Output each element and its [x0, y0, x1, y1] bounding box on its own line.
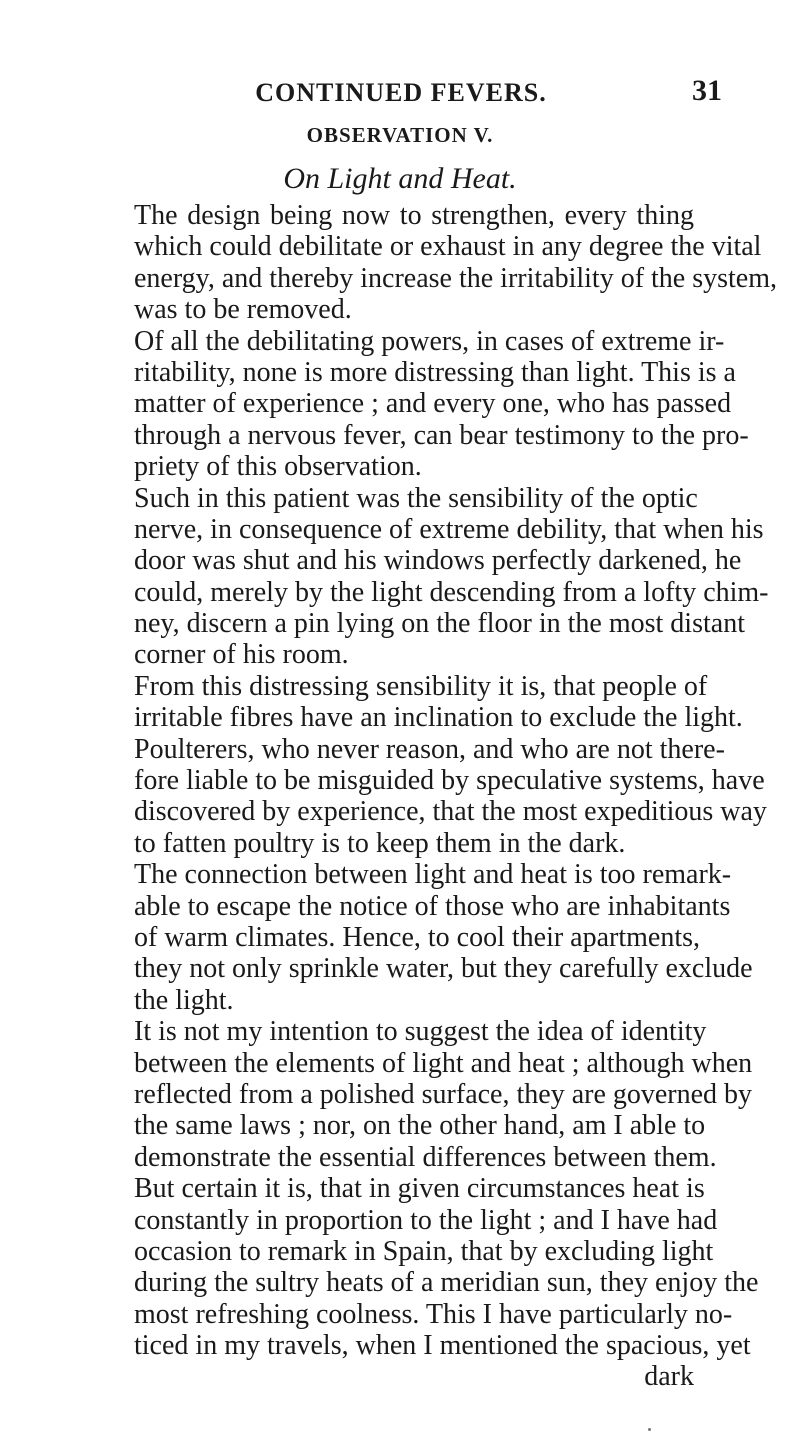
text-line: to fatten poultry is to keep them in the dark. [134, 827, 626, 859]
running-head: CONTINUED FEVERS. [255, 78, 547, 107]
text-line: during the sultry heats of a meridian sun, they enjoy the [134, 1267, 759, 1299]
text-line: irritable fibres have an inclination to exclude the light. [134, 702, 743, 734]
catchword: dark [644, 1361, 694, 1393]
text-line: most refreshing coolness. This I have particularly no- [134, 1298, 733, 1330]
text-line: priety of this observation. [134, 451, 422, 483]
body-text [134, 200, 778, 1393]
text-line: occasion to remark in Spain, that by excluding light [134, 1235, 714, 1267]
text-line: was to be removed. [134, 294, 352, 326]
text-line: ticed in my travels, when I mentioned the spacious, yet [134, 1330, 751, 1362]
text-line: reflected from a polished surface, they are governed by [134, 1078, 753, 1110]
text-line: From this distressing sensibility it is, that people of [134, 670, 708, 702]
page-number: 31 [692, 74, 722, 107]
text-line: fore liable to be misguided by speculative systems, have [134, 765, 765, 797]
text-line: matter of experience ; and every one, who has passed [134, 388, 732, 420]
text-line: Of all the debilitating powers, in cases of extreme ir- [134, 325, 725, 357]
text-line: corner of his room. [134, 639, 349, 671]
text-line: energy, and thereby increase the irritability of the system, [134, 262, 778, 294]
text-line: which could debilitate or exhaust in any degree the vital [134, 231, 762, 263]
text-line: the same laws ; nor, on the other hand, am I able to [134, 1110, 706, 1142]
section-heading: OBSERVATION V. [306, 123, 494, 147]
text-line: But certain it is, that in given circumstances heat is [134, 1173, 705, 1205]
text-line: Such in this patient was the sensibility of the optic [134, 482, 698, 514]
text-line: ney, discern a pin lying on the floor in the most distant [134, 608, 745, 640]
printer-mark [648, 1428, 651, 1431]
text-line: The design being now to strengthen, every thing [134, 200, 694, 231]
text-line: could, merely by the light descending from a lofty chim- [134, 576, 769, 608]
text-line: Poulterers, who never reason, and who are not there- [134, 733, 725, 765]
text-line: the light. [134, 984, 234, 1016]
section-subheading: On Light and Heat. [283, 162, 517, 195]
text-line: able to escape the notice of those who are inhabitants [134, 890, 731, 922]
text-line: ritability, none is more distressing than light. This is a [134, 356, 736, 388]
text-line: between the elements of light and heat ; although when [134, 1047, 753, 1079]
text-line: demonstrate the essential differences between them. [134, 1141, 717, 1173]
text-line: discovered by experience, that the most expeditious way [134, 796, 767, 828]
text-line: of warm climates. Hence, to cool their apartments, [134, 921, 701, 953]
text-line: It is not my intention to suggest the idea of identity [134, 1016, 707, 1048]
text-line: constantly in proportion to the light ; and I have had [134, 1204, 718, 1236]
text-line: they not only sprinkle water, but they carefully exclude [134, 953, 753, 985]
text-line: door was shut and his windows perfectly darkened, he [134, 545, 742, 577]
text-line: The connection between light and heat is too remark- [134, 859, 732, 891]
text-line: nerve, in consequence of extreme debility, that when his [134, 513, 764, 545]
text-line: through a nervous fever, can bear testimony to the pro- [134, 419, 749, 451]
